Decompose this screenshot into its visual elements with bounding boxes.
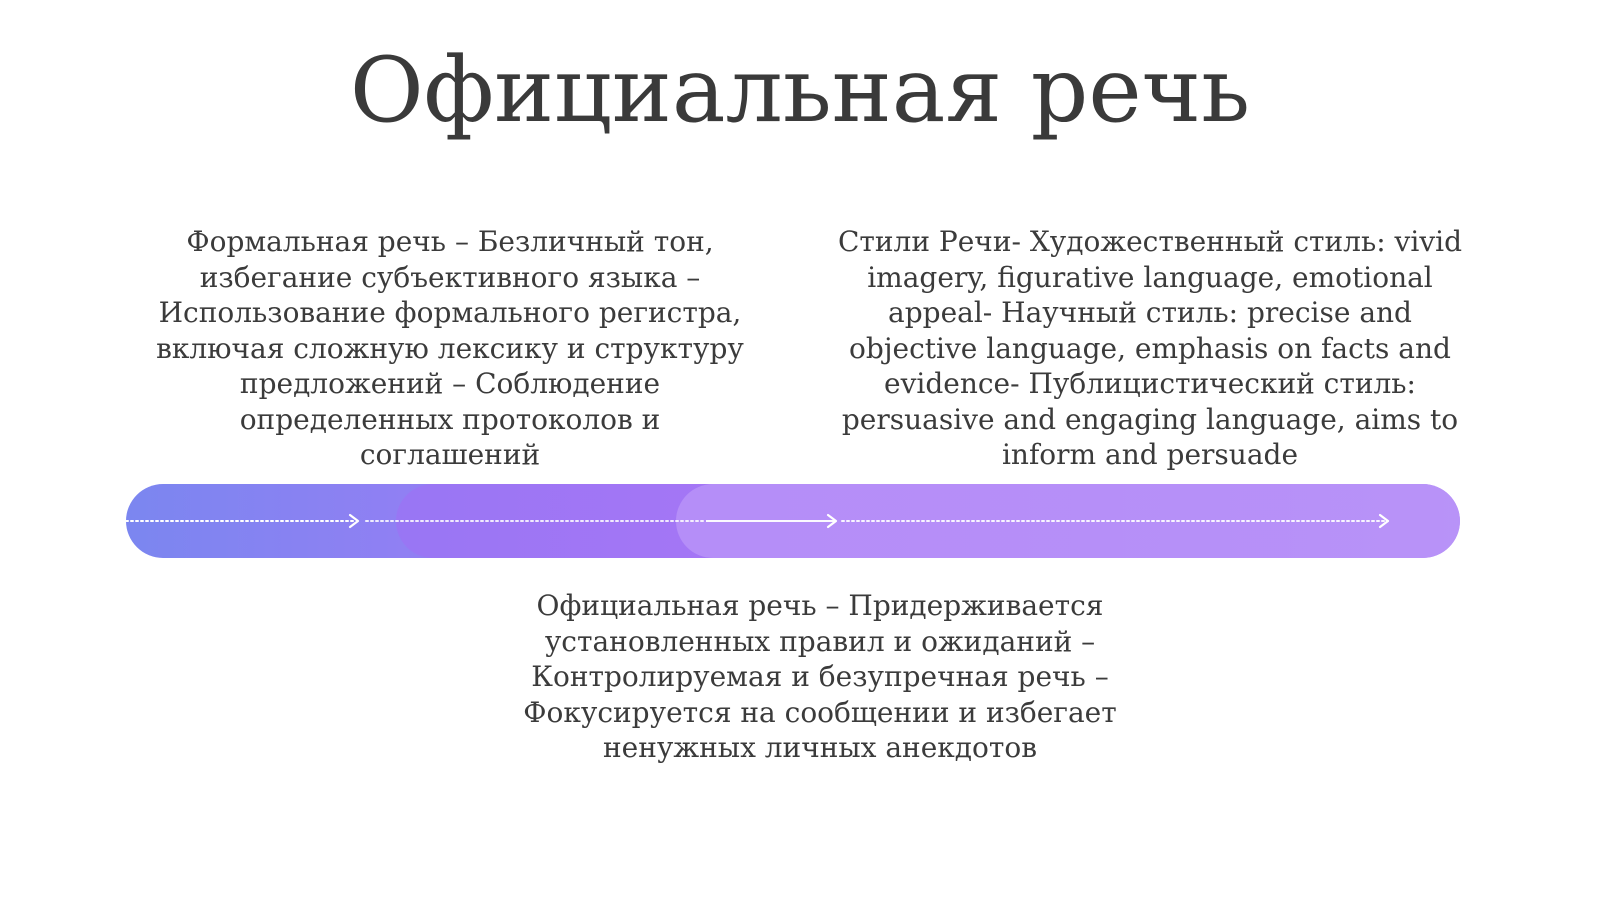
official-speech-text: Официальная речь – Придерживается установленных правил и ожиданий – Контролируемая и безупречная речь – Фокусируется на сообщении и избегает ненужных личных анекдотов [523, 589, 1117, 764]
speech-styles-text: Стили Речи- Художественный стиль: vivid imagery, figurative language, emotional appeal- Научный стиль: precise and objective language, emphasis on facts and evidence- Публицистический стиль: persuasive and engaging language, aims to inform and persuade [837, 225, 1463, 471]
formal-speech-text: Формальная речь – Безличный тон, избегание субъективного языка – Использование формального регистра, включая сложную лексику и структуру предложений – Соблюдение определенных протоколов и соглашений [156, 225, 744, 471]
slide-title: Официальная речь [349, 38, 1251, 143]
timeline-bar [126, 484, 1460, 558]
timeline-track [126, 484, 1460, 558]
